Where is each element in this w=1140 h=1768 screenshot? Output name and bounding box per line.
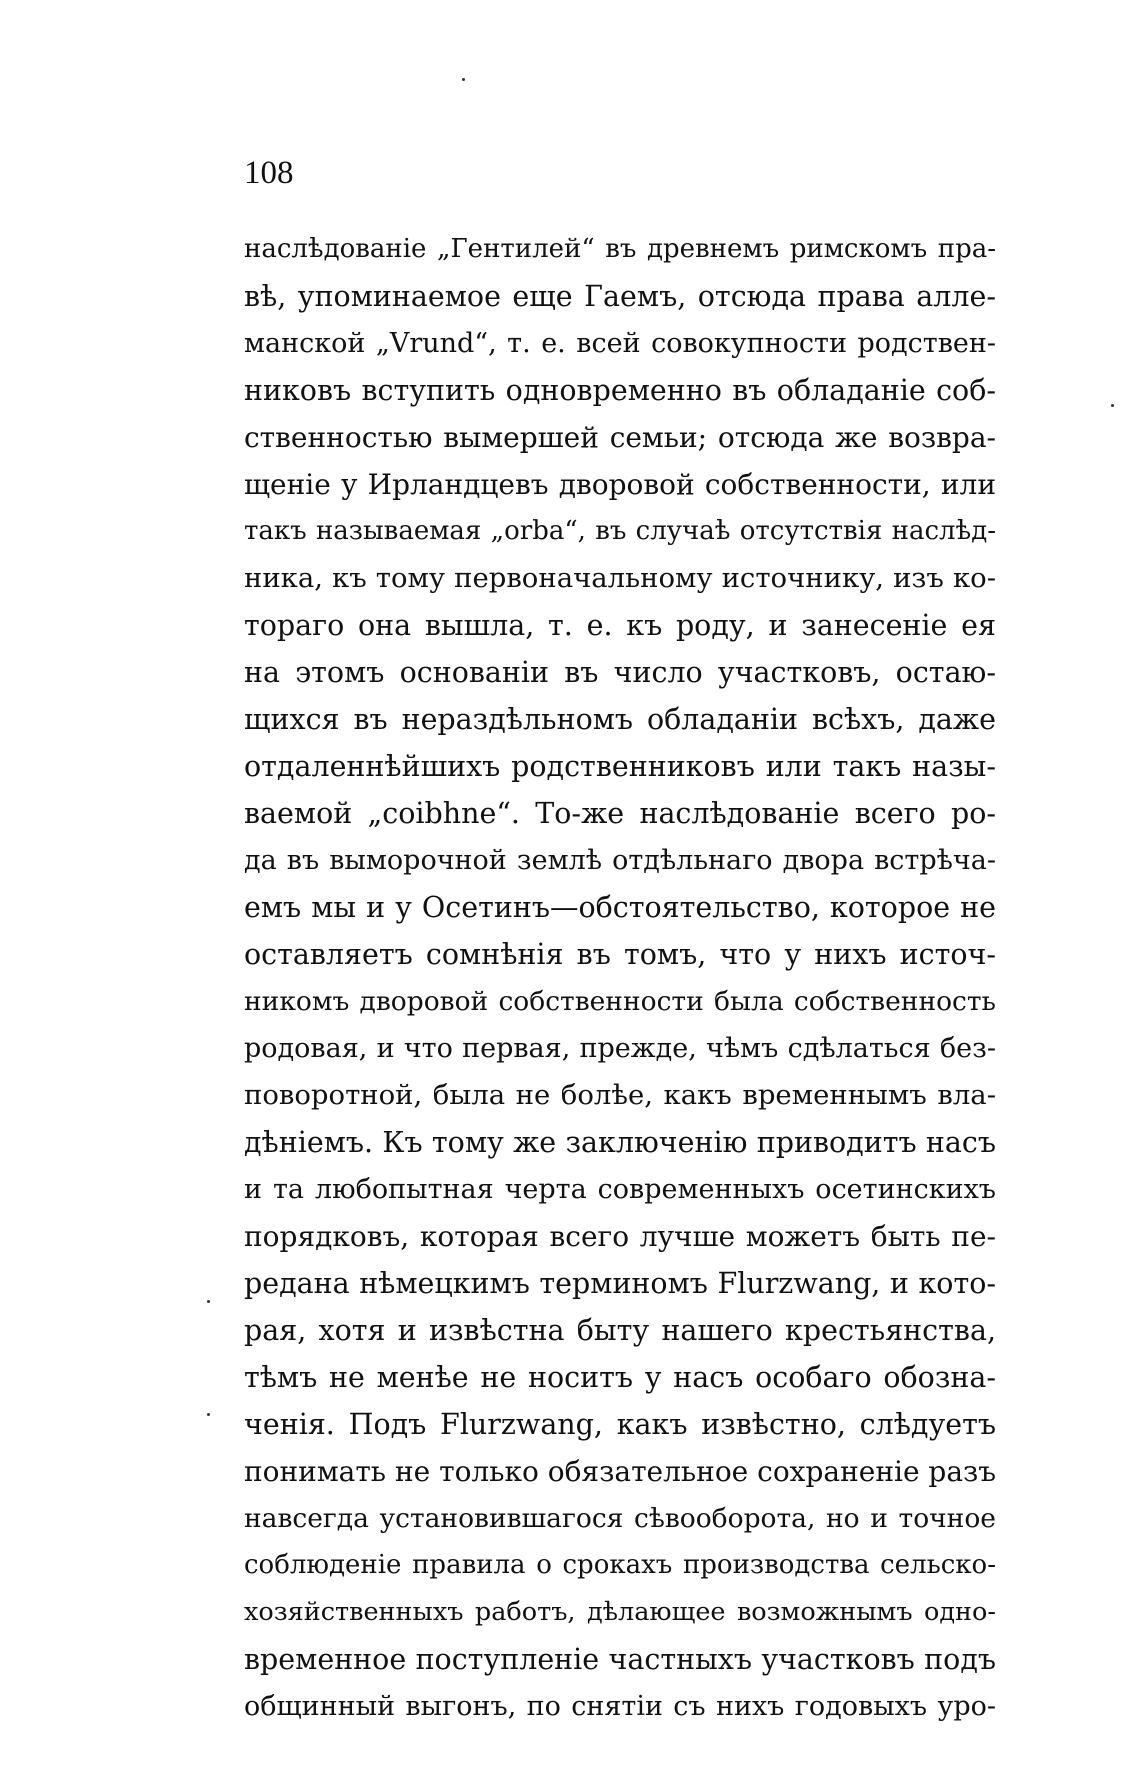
- text-line: тораго она вышла, т. е. къ роду, и занесеніе ея: [244, 609, 996, 642]
- text-line: ника, къ тому первоначальному источнику, изъ ко-: [244, 562, 996, 594]
- text-line: ченія. Подъ Flurzwang, какъ извѣстно, слѣдуетъ: [244, 1408, 996, 1441]
- text-line: да въ выморочной землѣ отдѣльнаго двора встрѣча-: [244, 845, 996, 876]
- text-line: хозяйственныхъ работъ, дѣлающее возможнымъ одно-: [244, 1597, 996, 1627]
- text-line: на этомъ основаніи въ число участковъ, остаю-: [244, 656, 996, 689]
- text-line: манской „Vrund“, т. е. всей совокупности родствен-: [244, 328, 996, 359]
- text-line: редана нѣмецкимъ терминомъ Flurzwang, и кото-: [244, 1267, 996, 1300]
- body-text: [244, 226, 996, 1730]
- scan-speck: [1111, 404, 1114, 407]
- text-line: понимать не только обязательное сохраненіе разъ: [244, 1455, 997, 1488]
- text-line: поворотной, была не болѣе, какъ временнымъ вла-: [244, 1079, 996, 1111]
- text-line: тѣмъ не менѣе не носитъ у насъ особаго обозна-: [244, 1361, 996, 1394]
- text-line: общинный выгонъ, по снятіи съ нихъ годовыхъ уро-: [244, 1691, 996, 1722]
- text-line: и та любопытная черта современныхъ осетинскихъ: [244, 1174, 996, 1205]
- text-line: отдаленнѣйшихъ родственниковъ или такъ назы-: [244, 750, 996, 783]
- text-line: навсегда установившагося сѣвооборота, но и точное: [244, 1503, 996, 1534]
- text-line: рая, хотя и извѣстна быту нашего крестьянства,: [244, 1314, 996, 1347]
- text-line: порядковъ, которая всего лучше можетъ быть пе-: [244, 1220, 996, 1253]
- scan-speck: [207, 1300, 210, 1303]
- scan-speck: [462, 78, 465, 81]
- scan-speck: [207, 1413, 210, 1416]
- text-line: ственностью вымершей семьи; отсюда же возвра-: [244, 421, 996, 454]
- page-number: 108: [244, 155, 294, 191]
- text-line: никомъ дворовой собственности была собственность: [244, 986, 996, 1017]
- text-line: наслѣдованіе „Гентилей“ въ древнемъ римскомъ пра-: [244, 234, 996, 264]
- text-line: щихся въ нераздѣльномъ обладаніи всѣхъ, даже: [244, 703, 996, 736]
- text-line: ваемой „coibhne“. То-же наслѣдованіе всего ро-: [244, 797, 996, 830]
- text-line: емъ мы и у Осетинъ—обстоятельство, которое не: [244, 891, 996, 924]
- text-line: такъ называемая „orba“, въ случаѣ отсутствія наслѣд-: [244, 516, 996, 546]
- text-line: временное поступленіе частныхъ участковъ подъ: [244, 1643, 996, 1676]
- text-line: вѣ, упоминаемое еще Гаемъ, отсюда права алле-: [244, 280, 996, 313]
- text-line: щеніе у Ирландцевъ дворовой собственности, или: [244, 468, 996, 501]
- text-line: оставляетъ сомнѣнія въ томъ, что у нихъ источ-: [244, 938, 996, 971]
- text-line: родовая, и что первая, прежде, чѣмъ сдѣлаться без-: [244, 1033, 996, 1064]
- text-line: дѣніемъ. Къ тому же заключенію приводитъ насъ: [244, 1126, 996, 1159]
- text-line: никовъ вступить одновременно въ обладаніе соб-: [244, 374, 996, 407]
- text-line: соблюденіе правила о срокахъ производства сельско-: [244, 1550, 996, 1580]
